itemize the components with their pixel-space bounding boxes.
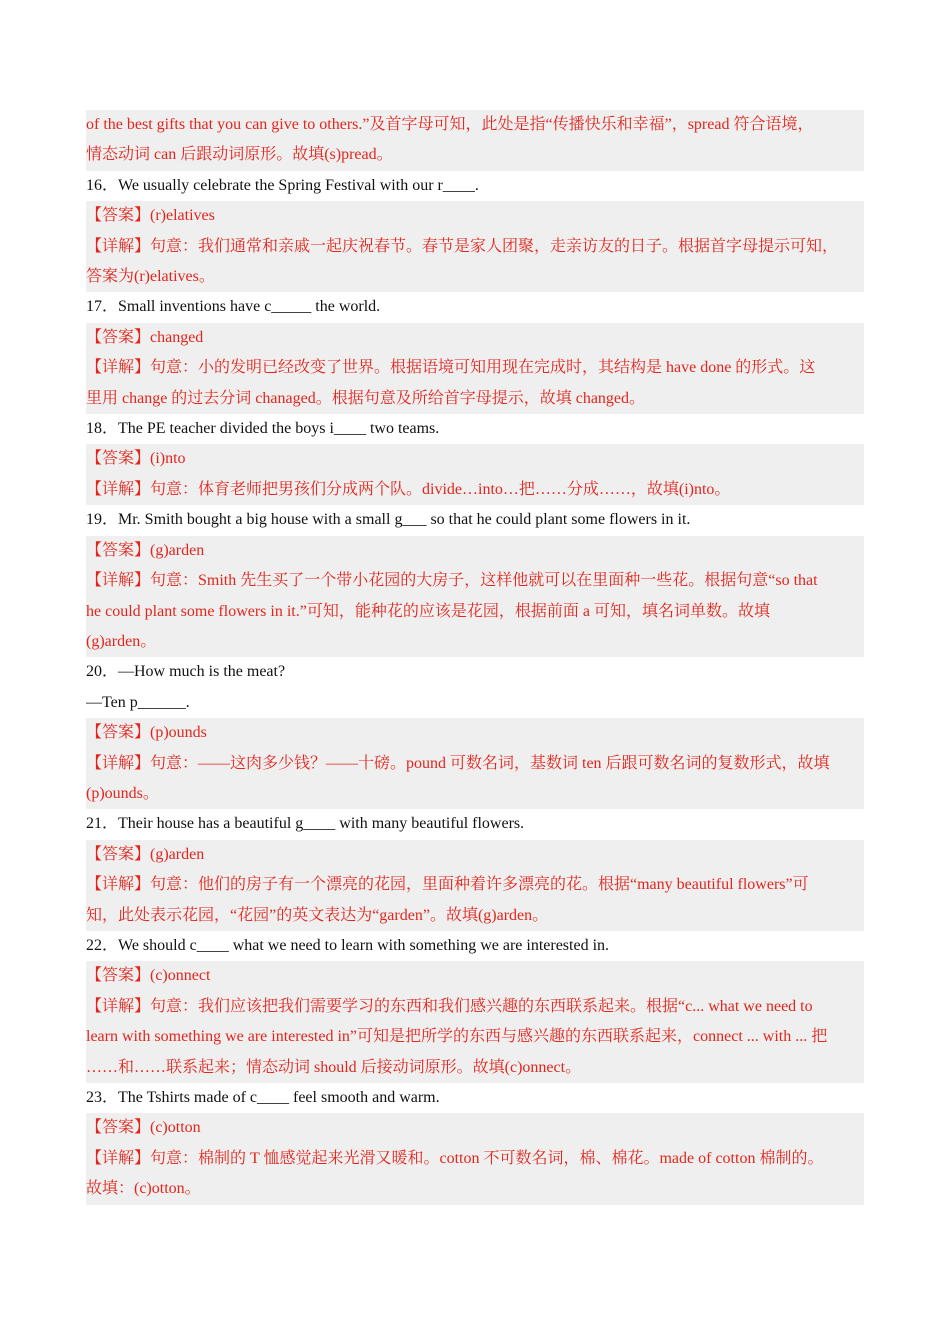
answer-line: 【答案】(g)arden (86, 536, 864, 566)
detail-block (86, 992, 864, 1083)
answer-line: 【答案】(c)onnect (86, 961, 864, 991)
detail-block (86, 1144, 864, 1205)
question-text: 20．—How much is the meat? (86, 663, 286, 681)
detail-line: he could plant some flowers in it.”可知，能种花的应该是花园，根据前面 a 可知，填名词单数。故填 (86, 602, 770, 620)
answer-line: 【答案】(i)nto (86, 444, 864, 474)
detail-block (86, 566, 864, 657)
detail-line: 【详解】句意：体育老师把男孩们分成两个队。divide…into…把……分成……，故填(i)nto。 (86, 480, 731, 498)
detail-line: 【详解】句意：——这肉多少钱？——十磅。pound 可数名词，基数词 ten 后跟可数名词的复数形式，故填 (86, 754, 830, 772)
question-text: 17．Small inventions have c_____ the world. (86, 298, 381, 316)
explanation-line: 情态动词 can 后跟动词原形。故填(s)pread。 (86, 146, 393, 164)
answer-line: 【答案】(p)ounds (86, 718, 864, 748)
question-text: 23．The Tshirts made of c____ feel smooth and warm. (86, 1089, 440, 1106)
question-item-23 (86, 1083, 864, 1205)
detail-line: ……和……联系起来；情态动词 should 后接动词原形。故填(c)onnect。 (86, 1058, 582, 1076)
detail-block (86, 475, 864, 505)
question-item-17 (86, 292, 864, 414)
detail-line: 【详解】句意：棉制的 T 恤感觉起来光滑又暖和。cotton 不可数名词，棉、棉花。made of cotton 棉制的。 (86, 1149, 824, 1167)
detail-line: 答案为(r)elatives。 (86, 268, 215, 286)
question-item-19 (86, 505, 864, 657)
question-item-21 (86, 809, 864, 931)
question-text: 16．We usually celebrate the Spring Festival with our r____. (86, 176, 479, 194)
answer-line: 【答案】(g)arden (86, 840, 864, 870)
detail-line: 【详解】句意：他们的房子有一个漂亮的花园，里面种着许多漂亮的花。根据“many beautiful flowers”可 (86, 876, 809, 894)
detail-line: 【详解】句意：我们应该把我们需要学习的东西和我们感兴趣的东西联系起来。根据“c... what we need to (86, 997, 813, 1015)
detail-line: 里用 change 的过去分词 chanaged。根据句意及所给首字母提示，故填 changed。 (86, 389, 646, 407)
answer-line: 【答案】changed (86, 323, 864, 353)
answer-line: 【答案】(c)otton (86, 1113, 864, 1143)
detail-block (86, 749, 864, 810)
detail-line: 【详解】句意：小的发明已经改变了世界。根据语境可知用现在完成时，其结构是 have done 的形式。这 (86, 359, 816, 377)
detail-block (86, 353, 864, 414)
intro-explanation (86, 110, 864, 171)
question-item-20 (86, 657, 864, 809)
question-text: 21．Their house has a beautiful g____ with many beautiful flowers. (86, 815, 525, 833)
document-content (86, 110, 864, 1205)
detail-line: 知，此处表示花园，“花园”的英文表达为“garden”。故填(g)arden。 (86, 906, 549, 924)
question-text: 19．Mr. Smith bought a big house with a small g___ so that he could plant some flowers in it. (86, 511, 691, 529)
detail-block (86, 870, 864, 931)
question-text: —Ten p______. (86, 693, 190, 711)
question-text: 22．We should c____ what we need to learn with something we are interested in. (86, 936, 610, 954)
question-text: 18．The PE teacher divided the boys i____ two teams. (86, 420, 440, 438)
detail-line: (g)arden。 (86, 632, 157, 650)
detail-line: 【详解】句意：我们通常和亲戚一起庆祝春节。春节是家人团聚，走亲访友的日子。根据首字母提示可知， (86, 237, 839, 255)
detail-line: 【详解】句意：Smith 先生买了一个带小花园的大房子，这样他就可以在里面种一些花。根据句意“so that (86, 572, 818, 590)
explanation-line: of the best gifts that you can give to others.”及首字母可知，此处是指“传播快乐和幸福”，spread 符合语境， (86, 116, 814, 133)
detail-block (86, 232, 864, 293)
answer-line: 【答案】(r)elatives (86, 201, 864, 231)
question-item-18 (86, 414, 864, 505)
detail-line: (p)ounds。 (86, 784, 159, 802)
question-item-16 (86, 171, 864, 293)
detail-line: learn with something we are interested in”可知是把所学的东西与感兴趣的东西联系起来，connect ... with ... 把 (86, 1028, 828, 1046)
question-item-22 (86, 931, 864, 1083)
detail-line: 故填：(c)otton。 (86, 1180, 201, 1198)
